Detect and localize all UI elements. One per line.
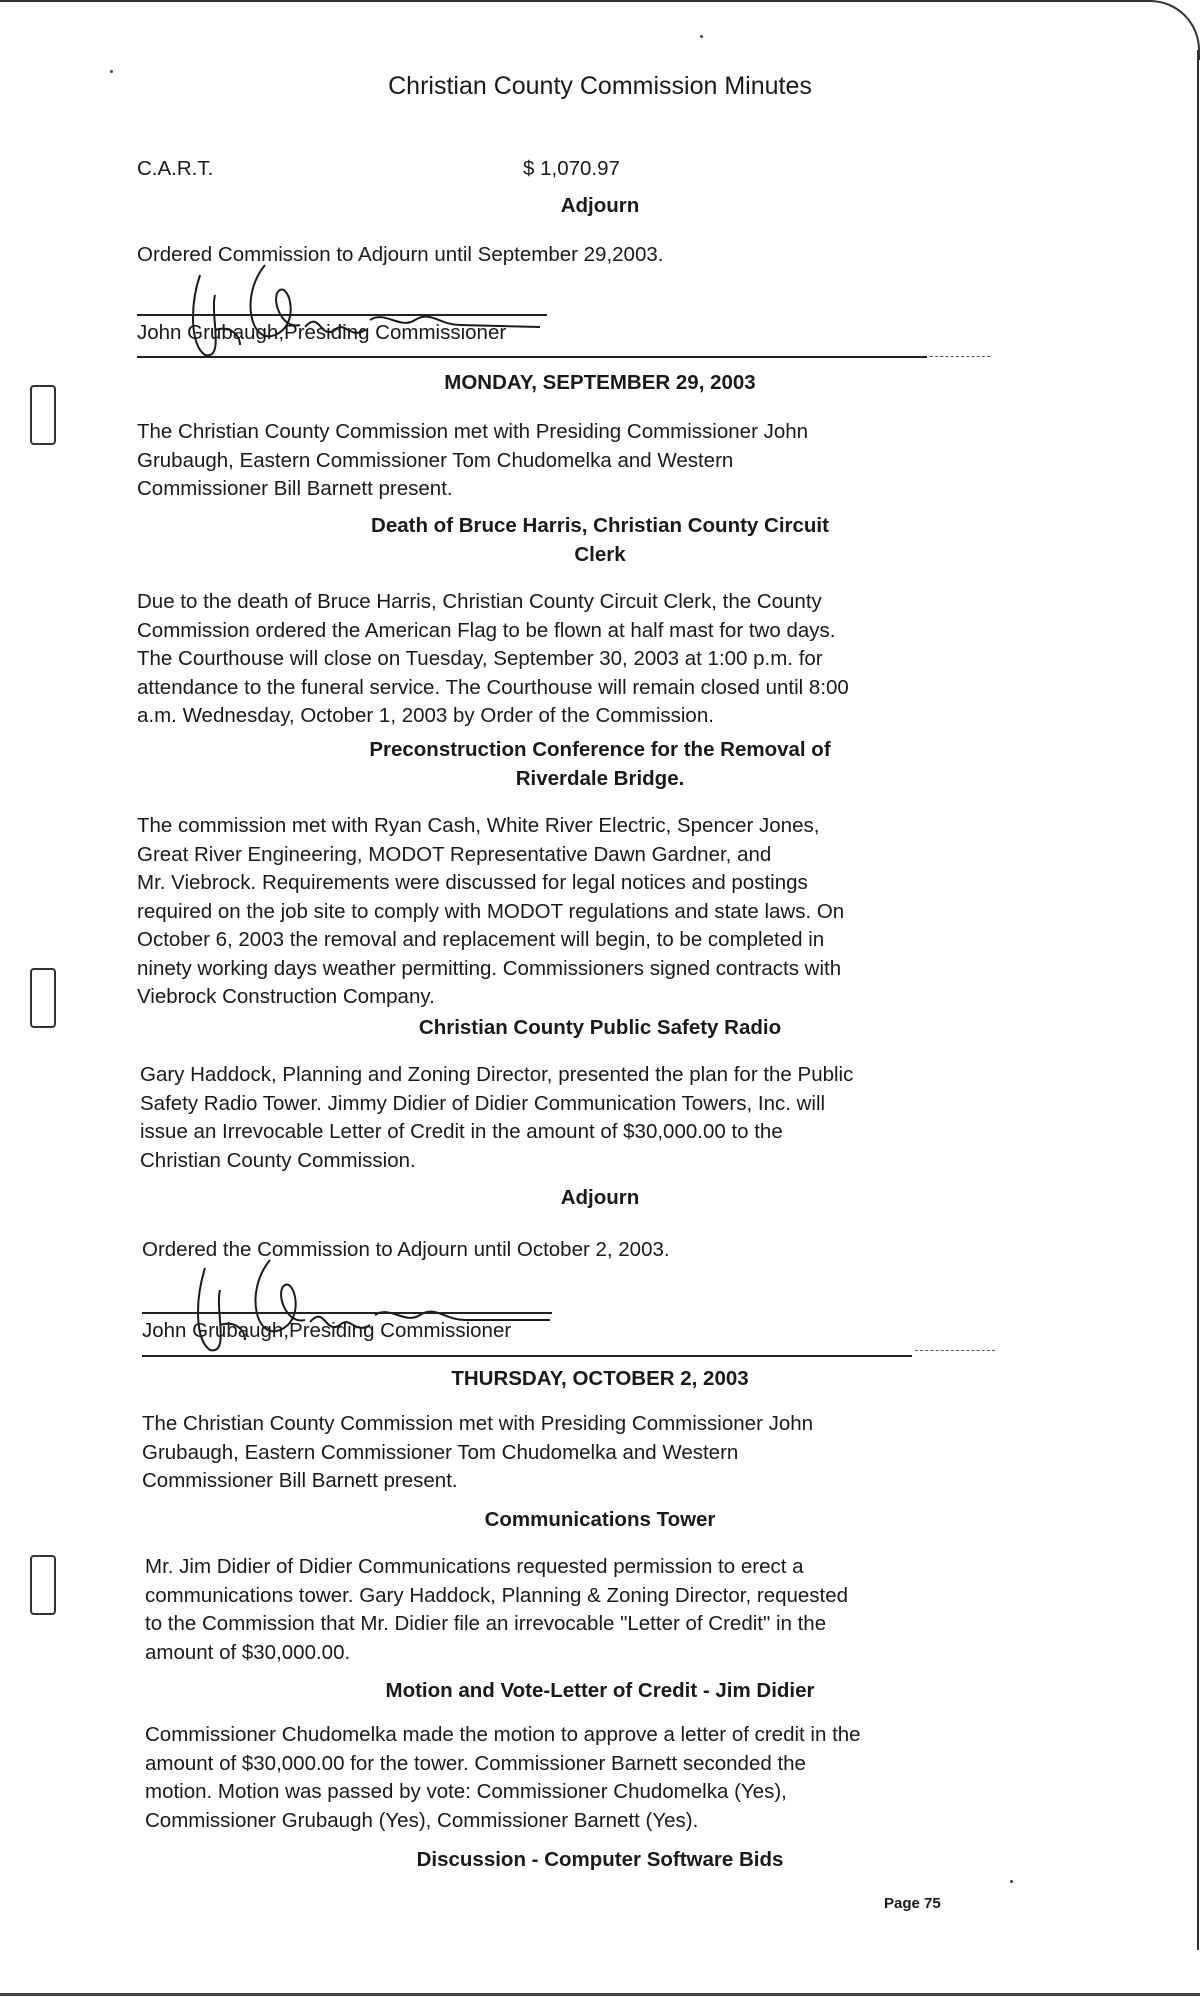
- section-divider-2: [142, 1355, 912, 1357]
- precon-heading-line2: Riverdale Bridge.: [515, 767, 685, 790]
- precon-heading-line1: Preconstruction Conference for the Removal of: [369, 738, 831, 761]
- adjourn-text-2: Ordered the Commission to Adjourn until October 2, 2003.: [142, 1238, 670, 1261]
- adjourn-heading-2: Adjourn: [560, 1186, 640, 1209]
- death-heading-line2: Clerk: [574, 543, 626, 566]
- page-number: Page 75: [884, 1895, 941, 1912]
- cart-amount: $ 1,070.97: [523, 157, 620, 180]
- scan-border-top: [0, 0, 1150, 2]
- punch-hole-3: [30, 1555, 56, 1615]
- date-heading-1: MONDAY, SEPTEMBER 29, 2003: [444, 371, 756, 394]
- motion-heading: Motion and Vote-Letter of Credit - Jim Didier: [385, 1679, 815, 1702]
- scan-speck: [700, 35, 703, 38]
- death-paragraph: Due to the death of Bruce Harris, Christian County Circuit Clerk, the County Commission ordered the American Flag to be flown at half mast for two days. The Courthouse will close on Tuesday, September 30, 2003 at 1:00 p.m. for attendance to the funeral service. The Courthouse will remain closed until 8:00 a.m. Wednesday, October 1, 2003 by Order of the Commission.: [137, 590, 849, 727]
- tower-heading: Communications Tower: [484, 1508, 716, 1531]
- section-divider-2-dash: [915, 1350, 995, 1351]
- document-title: Christian County Commission Minutes: [388, 72, 812, 100]
- tower-paragraph: Mr. Jim Didier of Didier Communications requested permission to erect a communications tower. Gary Haddock, Planning & Zoning Director, requested to the Commission that Mr. Didier file an irrevocable "Letter of Credit" in the amount of $30,000.00.: [145, 1555, 849, 1664]
- signer-1: John Grubaugh,Presiding Commissioner: [137, 321, 507, 344]
- signature-line-1: [137, 314, 547, 316]
- radio-heading: Christian County Public Safety Radio: [418, 1016, 782, 1039]
- death-heading-line1: Death of Bruce Harris, Christian County Circuit: [371, 514, 829, 537]
- signature-1: [170, 255, 570, 365]
- attendance-paragraph-2: The Christian County Commission met with Presiding Commissioner John Grubaugh, Eastern Commissioner Tom Chudomelka and Western Commissioner Bill Barnett present.: [142, 1412, 814, 1492]
- section-divider-1-dash: [930, 356, 990, 357]
- adjourn-text-1: Ordered Commission to Adjourn until September 29,2003.: [137, 243, 664, 266]
- software-heading: Discussion - Computer Software Bids: [416, 1848, 784, 1871]
- radio-paragraph: Gary Haddock, Planning and Zoning Director, presented the plan for the Public Safety Radio Tower. Jimmy Didier of Didier Communication Towers, Inc. will issue an Irrevocable Letter of Credit in the amount of $30,000.00 to the Christian County Commission.: [140, 1063, 854, 1172]
- scan-border-corner: [1140, 0, 1200, 60]
- signature-line-2: [142, 1312, 552, 1314]
- cart-label: C.A.R.T.: [137, 157, 214, 180]
- section-divider-1: [137, 356, 927, 358]
- attendance-paragraph-1: The Christian County Commission met with Presiding Commissioner John Grubaugh, Eastern Commissioner Tom Chudomelka and Western Commissioner Bill Barnett present.: [137, 420, 809, 500]
- scan-border-bottom: [0, 1993, 1200, 1996]
- scan-speck: [1010, 1880, 1013, 1883]
- motion-paragraph: Commissioner Chudomelka made the motion to approve a letter of credit in the amount of $30,000.00 for the tower. Commissioner Barnett seconded the motion. Motion was passed by vote: Commissioner Chudomelka (Yes), Commissioner Grubaugh (Yes), Commissioner Barnett (Yes).: [145, 1723, 861, 1832]
- adjourn-heading-1: Adjourn: [560, 194, 640, 217]
- scan-border-right: [1197, 50, 1199, 1950]
- precon-paragraph: The commission met with Ryan Cash, White River Electric, Spencer Jones, Great River Engineering, MODOT Representative Dawn Gardner, and Mr. Viebrock. Requirements were discussed for legal notices and postings required on the job site to comply with MODOT regulations and state laws. On October 6, 2003 the removal and replacement will begin, to be completed in ninety working days weather permitting. Commissioners signed contracts with Viebrock Construction Company.: [137, 814, 845, 1008]
- signer-2: John Grubaugh,Presiding Commissioner: [142, 1319, 512, 1342]
- date-heading-2: THURSDAY, OCTOBER 2, 2003: [451, 1367, 749, 1390]
